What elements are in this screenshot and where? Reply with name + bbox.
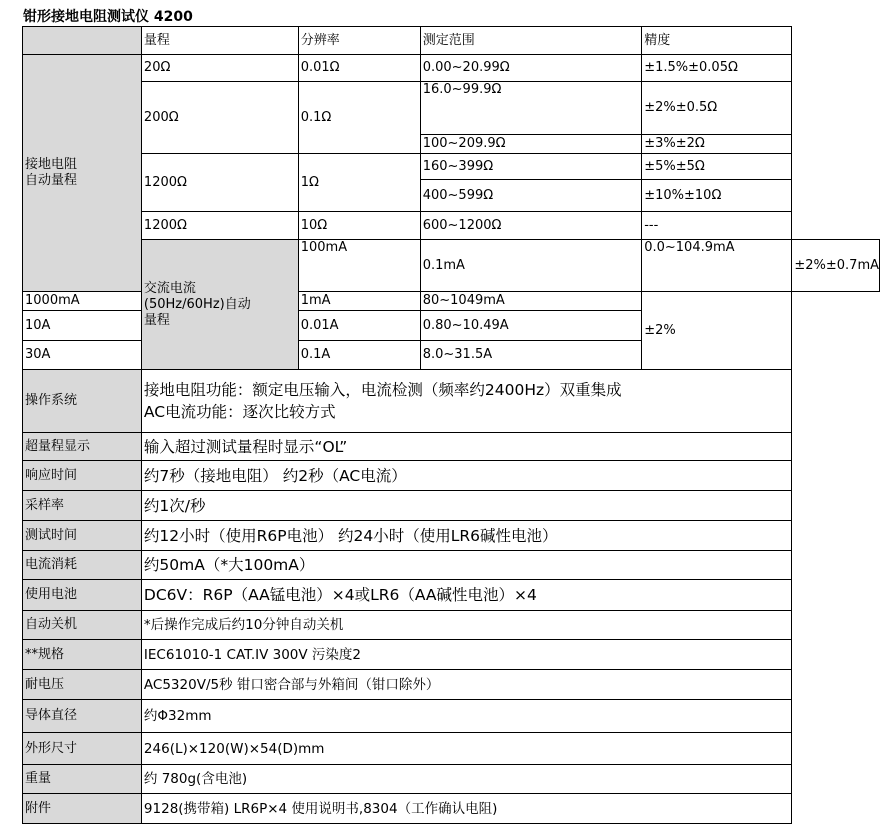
- header-range: 量程: [141, 27, 298, 55]
- header-blank: [23, 27, 142, 55]
- cell-range: 200Ω: [141, 82, 298, 154]
- cell-range: 1000mA: [23, 292, 142, 311]
- cell-measure: 0.80~10.49A: [420, 311, 642, 341]
- cell-resolution: 10Ω: [298, 212, 420, 240]
- cell-accuracy: ±2%±0.5Ω: [642, 82, 792, 135]
- row-value: AC5320V/5秒 钳口密合部与外箱间（钳口除外）: [141, 670, 791, 700]
- cell-range: 1200Ω: [141, 154, 298, 212]
- row-label: 测试时间: [23, 521, 142, 551]
- cell-measure: 0.0~104.9mA: [642, 240, 792, 292]
- cell-accuracy: ±5%±5Ω: [642, 154, 792, 180]
- os-line: 接地电阻功能：额定电压输入，电流检测（频率约2400Hz）双重集成: [143, 381, 622, 399]
- row-value: DC6V：R6P（AA锰电池）×4或LR6（AA碱性电池）×4: [141, 580, 791, 611]
- row-label: 电流消耗: [23, 551, 142, 580]
- cell-measure: 0.00~20.99Ω: [420, 55, 642, 82]
- ac-label-line: 量程: [143, 312, 170, 328]
- row-value: 约Φ32mm: [141, 700, 791, 733]
- row-label: 响应时间: [23, 461, 142, 491]
- cell-measure: 100~209.9Ω: [420, 135, 642, 154]
- row-label: 附件: [23, 794, 142, 824]
- cell-accuracy: ±1.5%±0.05Ω: [642, 55, 792, 82]
- cell-measure: 80~1049mA: [420, 292, 642, 311]
- row-label: 重量: [23, 765, 142, 794]
- cell-resolution: 0.1Ω: [298, 82, 420, 154]
- ground-label: [23, 55, 142, 292]
- row-value: 约 780g(含电池): [141, 765, 791, 794]
- cell-accuracy: ±10%±10Ω: [642, 180, 792, 212]
- cell-range: 10A: [23, 311, 142, 341]
- spec-row: [23, 733, 880, 765]
- header-accuracy: 精度: [642, 27, 792, 55]
- row-label: 超量程显示: [23, 433, 142, 461]
- ground-row: [23, 82, 880, 135]
- spec-row: [23, 461, 880, 491]
- row-value: 9128(携带箱) LR6P×4 使用说明书,8304（工作确认电阻): [141, 794, 791, 824]
- cell-resolution: 0.1A: [298, 341, 420, 370]
- ground-row: [23, 154, 880, 180]
- row-value: 约12小时（使用R6P电池） 约24小时（使用LR6碱性电池）: [141, 521, 791, 551]
- row-value: IEC61010-1 CAT.IV 300V 污染度2: [141, 640, 791, 670]
- cell-accuracy: ±2%±0.7mA: [792, 240, 880, 292]
- spec-row-os: [23, 370, 880, 433]
- row-value: 约7秒（接地电阻） 约2秒（AC电流）: [141, 461, 791, 491]
- spec-table: [22, 26, 880, 824]
- page-title: 钳形接地电阻测试仪 4200: [23, 9, 193, 25]
- spec-row: [23, 551, 880, 580]
- row-value: *后操作完成后约10分钟自动关机: [141, 611, 791, 640]
- spec-row: [23, 521, 880, 551]
- cell-accuracy: ±3%±2Ω: [642, 135, 792, 154]
- header-row: [23, 27, 880, 55]
- ground-row: [23, 55, 880, 82]
- cell-resolution: 1Ω: [298, 154, 420, 212]
- cell-range: 1200Ω: [141, 212, 298, 240]
- row-label: 耐电压: [23, 670, 142, 700]
- spec-row: [23, 611, 880, 640]
- spec-row: [23, 433, 880, 461]
- cell-measure: 600~1200Ω: [420, 212, 642, 240]
- spec-row: [23, 765, 880, 794]
- row-value: 246(L)×120(W)×54(D)mm: [141, 733, 791, 765]
- cell-resolution: 1mA: [298, 292, 420, 311]
- row-value: [141, 370, 791, 433]
- ground-row: [23, 212, 880, 240]
- cell-measure: 16.0~99.9Ω: [420, 82, 642, 135]
- cell-range: 100mA: [298, 240, 420, 292]
- cell-accuracy: ±2%: [642, 292, 792, 370]
- row-label: 外形尺寸: [23, 733, 142, 765]
- header-resolution: 分辨率: [298, 27, 420, 55]
- os-line: AC电流功能：逐次比较方式: [143, 403, 336, 421]
- cell-accuracy: ---: [642, 212, 792, 240]
- spec-row: [23, 794, 880, 824]
- cell-resolution: 0.01Ω: [298, 55, 420, 82]
- cell-measure: 400~599Ω: [420, 180, 642, 212]
- ac-row: [23, 240, 880, 292]
- ac-label-line: 交流电流: [143, 280, 196, 296]
- cell-measure: 8.0~31.5A: [420, 341, 642, 370]
- spec-row: [23, 491, 880, 521]
- cell-measure: 160~399Ω: [420, 154, 642, 180]
- cell-resolution: 0.01A: [298, 311, 420, 341]
- spec-row: [23, 580, 880, 611]
- header-measure: 测定范围: [420, 27, 642, 55]
- cell-resolution: 0.1mA: [420, 240, 642, 292]
- ac-label-line: (50Hz/60Hz)自动: [143, 296, 251, 312]
- row-label: 操作系统: [23, 370, 142, 433]
- row-value: 约1次/秒: [141, 491, 791, 521]
- row-value: 输入超过测试量程时显示“OL”: [141, 433, 791, 461]
- ground-label-line: 接地电阻: [25, 157, 78, 172]
- row-value: 约50mA（*大100mA）: [141, 551, 791, 580]
- ac-label: [141, 240, 298, 370]
- spec-row: [23, 670, 880, 700]
- spec-row: [23, 700, 880, 733]
- row-label: 自动关机: [23, 611, 142, 640]
- row-label: **规格: [23, 640, 142, 670]
- ground-label-line: 自动量程: [25, 173, 78, 188]
- row-label: 使用电池: [23, 580, 142, 611]
- cell-range: 20Ω: [141, 55, 298, 82]
- cell-range: 30A: [23, 341, 142, 370]
- row-label: 采样率: [23, 491, 142, 521]
- spec-row: [23, 640, 880, 670]
- row-label: 导体直径: [23, 700, 142, 733]
